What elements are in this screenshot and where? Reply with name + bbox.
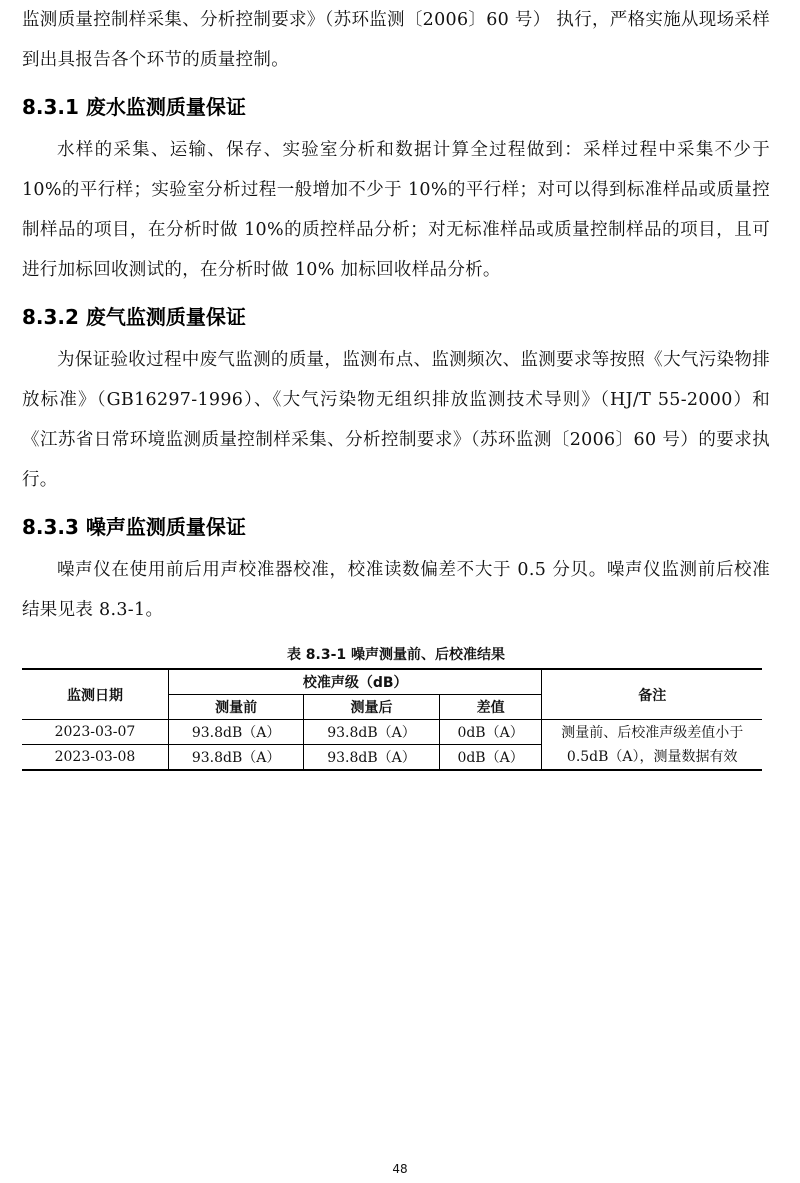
section-body-wastewater: 水样的采集、运输、保存、实验室分析和数据计算全过程做到：采样过程中采集不少于 10%的平行样；实验室分析过程一般增加不少于 10%的平行样；对可以得到标准样品或质量控制样品的项目，在分析时做 10%的质控样品分析；对无标准样品或质量控制样品的项目，且可进行加标回收测试的，在分析时做 10% 加标回收样品分析。 (22, 140, 770, 280)
calibration-table (22, 668, 762, 771)
table-row (22, 720, 762, 745)
document-page (22, 0, 770, 771)
section-heading-wastewater: 8.3.1 废水监测质量保证 (22, 95, 246, 119)
cell-diff: 0dB（A） (439, 720, 542, 745)
table-header-row (22, 669, 762, 695)
section-heading-noise: 8.3.3 噪声监测质量保证 (22, 515, 246, 539)
cell-date: 2023-03-08 (22, 745, 168, 771)
page-number: 48 (392, 1162, 408, 1176)
header-calibration-level: 校准声级（dB） (168, 669, 542, 695)
section-body-noise: 噪声仪在使用前后用声校准器校准，校准读数偏差不大于 0.5 分贝。噪声仪监测前后校准结果见表 8.3-1。 (22, 560, 770, 620)
header-remark: 备注 (542, 669, 762, 720)
cell-diff: 0dB（A） (439, 745, 542, 771)
cell-before: 93.8dB（A） (168, 720, 303, 745)
section-heading-exhaust-gas: 8.3.2 废气监测质量保证 (22, 305, 246, 329)
header-after: 测量后 (304, 695, 439, 720)
cell-before: 93.8dB（A） (168, 745, 303, 771)
header-diff: 差值 (439, 695, 542, 720)
intro-paragraph: 监测质量控制样采集、分析控制要求》（苏环监测〔2006〕60 号） 执行，严格实施从现场采样到出具报告各个环节的质量控制。 (22, 10, 770, 70)
cell-after: 93.8dB（A） (304, 720, 439, 745)
table-caption: 表 8.3-1 噪声测量前、后校准结果 (286, 647, 506, 663)
header-date: 监测日期 (22, 669, 168, 720)
header-before: 测量前 (168, 695, 303, 720)
cell-date: 2023-03-07 (22, 720, 168, 745)
section-body-exhaust-gas: 为保证验收过程中废气监测的质量，监测布点、监测频次、监测要求等按照《大气污染物排放标准》（GB16297-1996）、《大气污染物无组织排放监测技术导则》（HJ/T 55-2000）和《江苏省日常环境监测质量控制样采集、分析控制要求》（苏环监测〔2006〕60 号）的要求执行。 (22, 350, 770, 490)
cell-remark: 测量前、后校准声级差值小于0.5dB（A），测量数据有效 (542, 720, 762, 771)
cell-after: 93.8dB（A） (304, 745, 439, 771)
